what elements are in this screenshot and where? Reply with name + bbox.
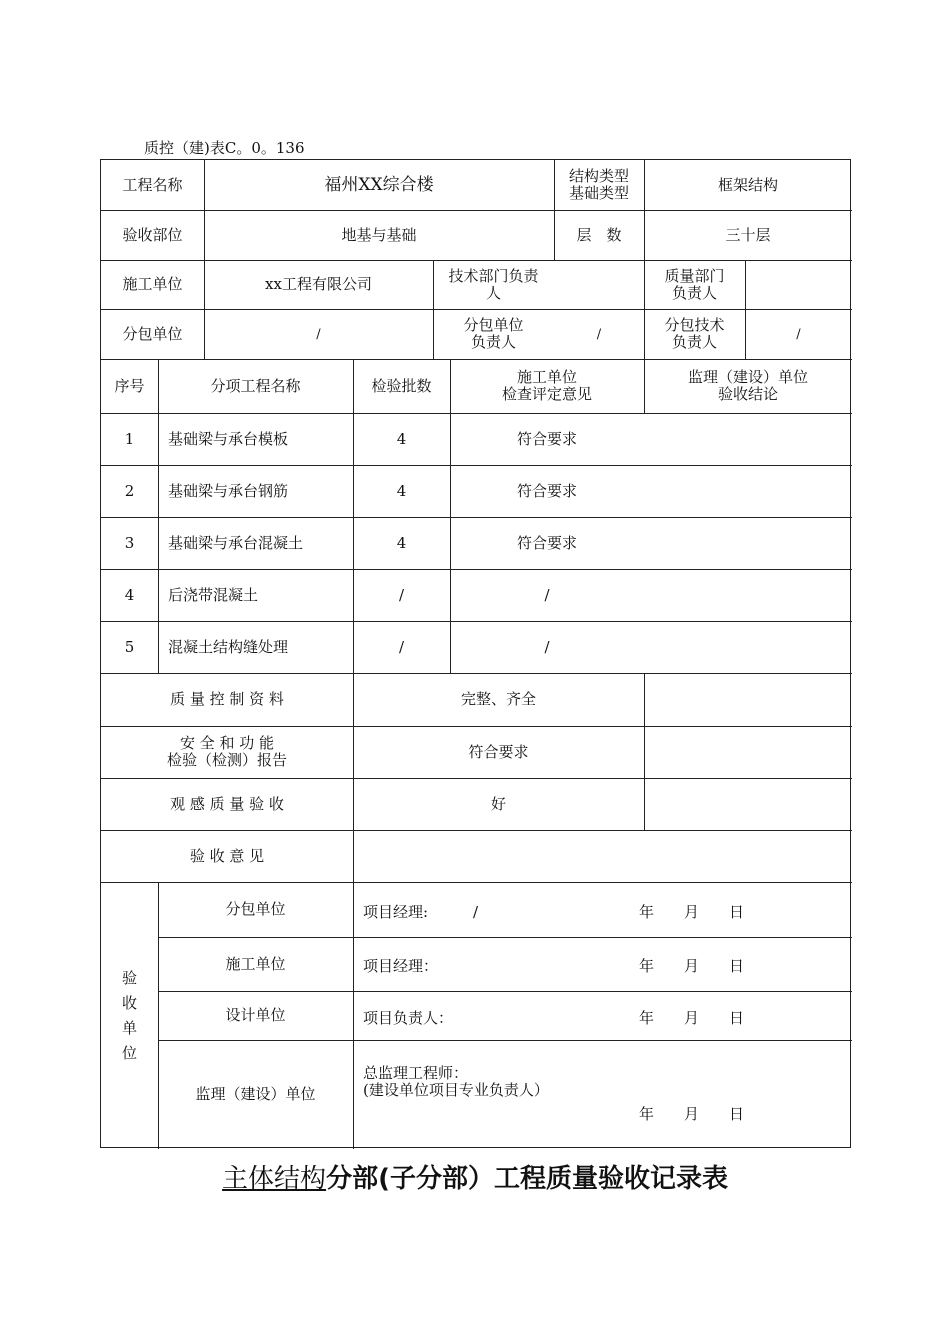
page-title	[0, 1158, 950, 1195]
row-opinion: /	[544, 585, 550, 604]
row-name: 基础梁与承台模板	[168, 429, 289, 448]
form-code: 质控（建)表C。0。136	[144, 139, 305, 157]
acceptance-part-label: 验收部位	[122, 225, 183, 244]
supervisor-unit-signature: 总监理工程师： (建设单位项目专业负责人）	[363, 1064, 549, 1099]
title-rest: 分部(子分部）工程质量验收记录表	[326, 1164, 728, 1194]
contractor-unit-signature: 项目经理：	[363, 957, 439, 975]
sub-head: /	[596, 326, 602, 342]
quality-docs: 完整、齐全	[460, 690, 536, 708]
structure-type-label: 结构类型 基础类型	[568, 167, 629, 202]
row-no: 5	[124, 637, 135, 656]
row-no: 4	[124, 585, 135, 604]
design-unit-label: 设计单位	[225, 1006, 286, 1024]
row-name: 基础梁与承台钢筋	[168, 481, 289, 500]
sub-unit-label: 分包单位	[225, 900, 286, 918]
col-header-supervisor-conclusion: 监理（建设）单位 验收结论	[687, 368, 808, 403]
col-header-contractor-opinion: 施工单位 检查评定意见	[501, 368, 592, 403]
sub-unit-date: 年 月 日	[639, 903, 745, 921]
safety-label: 安 全 和 功 能 检验（检测）报告	[166, 734, 287, 769]
sub-head-label: 分包单位 负责人	[463, 316, 524, 351]
acceptance-part: 地基与基础	[341, 225, 417, 244]
row-no: 2	[124, 481, 135, 500]
project-name-label: 工程名称	[122, 175, 183, 194]
row-batches: 4	[396, 533, 407, 552]
col-header-batches: 检验批数	[371, 376, 432, 395]
row-opinion: 符合要求	[516, 429, 577, 448]
row-name: 混凝土结构缝处理	[168, 637, 289, 656]
row-batches: /	[398, 637, 405, 656]
row-name: 基础梁与承台混凝土	[168, 533, 304, 552]
row-no: 3	[124, 533, 135, 552]
subcontractor: /	[316, 326, 321, 342]
row-no: 1	[124, 429, 135, 448]
row-batches: 4	[396, 429, 407, 448]
sub-tech-head-label: 分包技术 负责人	[664, 316, 725, 351]
quality-docs-label: 质 量 控 制 资 料	[170, 690, 284, 708]
contractor-unit-date: 年 月 日	[639, 957, 745, 975]
row-opinion: 符合要求	[516, 481, 577, 500]
opinion-label: 验 收 意 见	[189, 846, 265, 865]
design-unit-signature: 项目负责人：	[363, 1009, 454, 1027]
row-opinion: 符合要求	[516, 533, 577, 552]
row-batches: 4	[396, 481, 407, 500]
sub-unit-signature: 项目经理: /	[363, 903, 479, 921]
sub-tech-head: /	[796, 326, 801, 342]
design-unit-date: 年 月 日	[639, 1009, 745, 1027]
row-name: 后浇带混凝土	[168, 585, 259, 604]
safety: 符合要求	[468, 742, 529, 761]
project-name: 福州XX综合楼	[324, 174, 434, 195]
acceptance-form-table	[100, 159, 851, 1148]
supervisor-unit-label: 监理（建设）单位	[195, 1085, 316, 1103]
signoff-group-label: 验 收 单 位	[121, 968, 137, 1062]
floors: 三十层	[725, 225, 771, 244]
row-batches: /	[398, 585, 405, 604]
contractor-unit-label: 施工单位	[225, 954, 286, 973]
title-underlined: 主体结构	[222, 1164, 327, 1194]
col-header-name: 分项工程名称	[210, 376, 301, 395]
appearance-label: 观 感 质 量 验 收	[170, 794, 284, 813]
row-opinion: /	[544, 637, 550, 656]
supervisor-unit-date: 年 月 日	[639, 1105, 745, 1123]
contractor: xx工程有限公司	[265, 275, 372, 293]
structure-type: 框架结构	[717, 175, 778, 194]
appearance: 好	[490, 794, 506, 813]
tech-head-label: 技术部门负责 人	[448, 266, 539, 302]
quality-head-label: 质量部门 负责人	[664, 266, 725, 302]
col-header-no: 序号	[114, 376, 145, 395]
floors-label: 层 数	[576, 225, 622, 244]
contractor-label: 施工单位	[122, 275, 183, 293]
subcontractor-label: 分包单位	[122, 324, 183, 343]
